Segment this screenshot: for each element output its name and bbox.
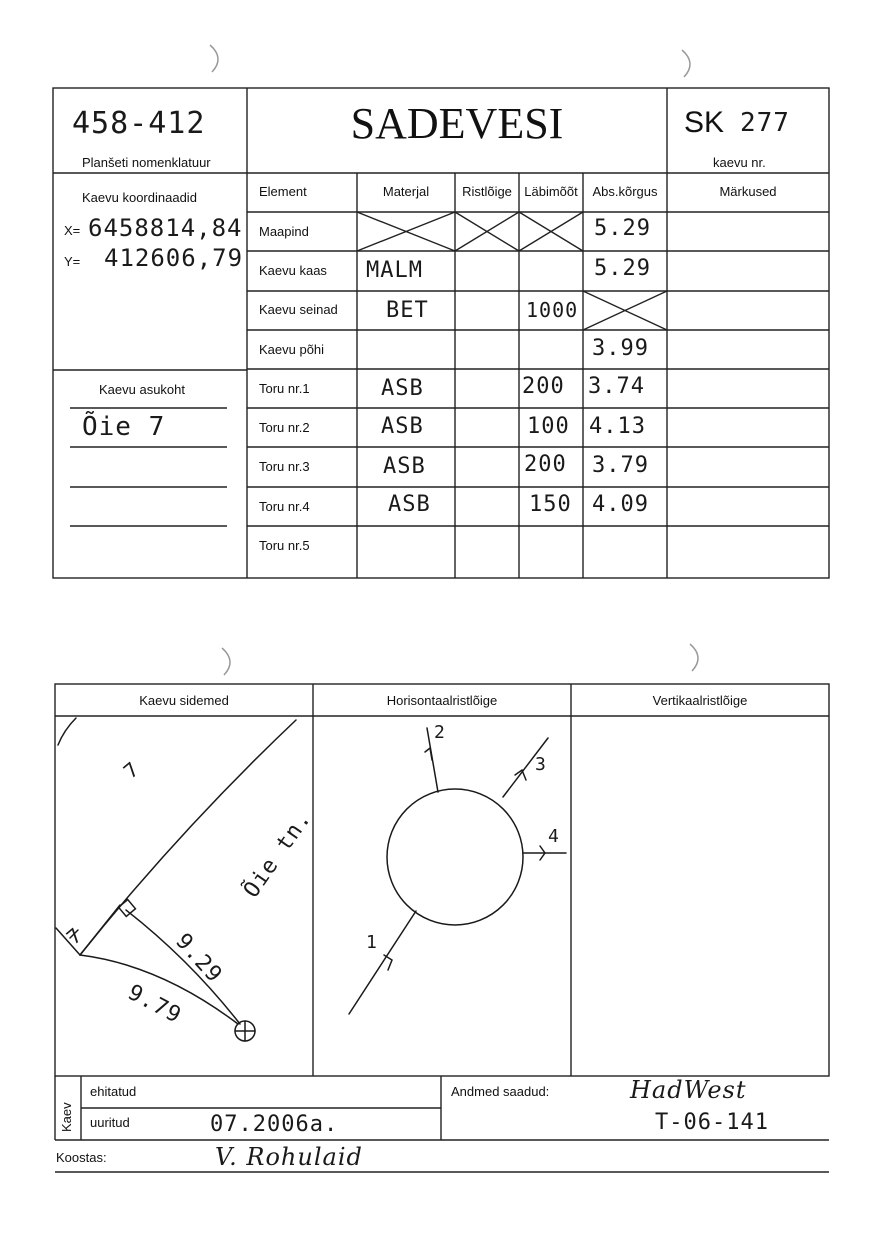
row-elevation: 4.09 [592, 492, 649, 517]
header-material: Materjal [382, 184, 430, 199]
page-title: SADEVESI [350, 99, 564, 148]
row-elevation: 3.74 [588, 374, 645, 399]
well-group-label: Kaev [59, 1102, 74, 1132]
row-diameter: 200 [524, 452, 567, 477]
x-label: X= [64, 223, 81, 238]
data-received-value: HadWest [630, 1076, 747, 1104]
row-elevation: 5.29 [594, 256, 651, 281]
well-prefix: SK [684, 106, 725, 139]
plan-number: 458-412 [72, 106, 206, 141]
row-element: Maapind [259, 224, 309, 239]
row-elevation: 4.13 [589, 414, 646, 439]
pipe-label-1: 1 [366, 932, 378, 953]
row-diameter: 100 [527, 414, 570, 439]
header-notes: Märkused [719, 184, 777, 199]
plot-number: 7 [61, 922, 88, 950]
distance-2: 9.79 [123, 980, 186, 1029]
header-cross-section: Ristlõige [462, 184, 512, 199]
row-element: Toru nr.2 [259, 420, 310, 435]
street-name: Õie tn. [239, 806, 317, 903]
col-header-connections: Kaevu sidemed [139, 693, 229, 708]
row-diameter: 200 [522, 374, 565, 399]
y-value: 412606,79 [104, 244, 244, 272]
well-number: 277 [740, 108, 790, 138]
y-label: Y= [64, 254, 81, 269]
distance-1: 9.29 [170, 928, 227, 989]
pipe-label-3: 3 [535, 754, 547, 775]
row-material: ASB [388, 492, 431, 517]
row-element: Kaevu kaas [259, 263, 327, 278]
row-element: Kaevu seinad [259, 302, 338, 317]
data-received-label: Andmed saadud: [451, 1084, 550, 1099]
header-diameter: Läbimõõt [524, 184, 578, 199]
row-material: ASB [383, 454, 426, 479]
col-header-horizontal: Horisontaalristlõige [386, 693, 498, 708]
row-material: MALM [366, 258, 423, 283]
row-elevation: 5.29 [594, 216, 651, 241]
row-element: Toru nr.5 [259, 538, 310, 553]
surveyed-value: 07.2006a. [210, 1112, 339, 1137]
row-element: Toru nr.3 [259, 459, 310, 474]
row-element: Toru nr.4 [259, 499, 310, 514]
data-received-ref: T-06-141 [655, 1110, 769, 1135]
well-number-label: kaevu nr. [713, 155, 766, 170]
col-header-vertical: Vertikaalristlõige [652, 693, 748, 708]
row-diameter: 1000 [526, 298, 579, 322]
coordinates-label: Kaevu koordinaadid [82, 190, 197, 205]
location-value: Õie 7 [82, 412, 166, 442]
row-diameter: 150 [529, 492, 572, 517]
compiled-value: V. Rohulaid [215, 1143, 363, 1171]
row-material: BET [386, 298, 429, 323]
row-element: Kaevu põhi [259, 342, 325, 357]
row-material: ASB [381, 376, 424, 401]
row-element: Toru nr.1 [259, 381, 310, 396]
pipe-label-4: 4 [548, 826, 560, 847]
header-element: Element [259, 184, 307, 199]
built-label: ehitatud [90, 1084, 137, 1099]
row-material: ASB [381, 414, 424, 439]
surveyed-label: uuritud [90, 1115, 130, 1130]
location-label: Kaevu asukoht [99, 382, 186, 397]
row-elevation: 3.99 [592, 336, 649, 361]
plan-label: Planšeti nomenklatuur [82, 155, 211, 170]
x-value: 6458814,84 [88, 214, 243, 242]
plot-number-upper: 7 [118, 756, 145, 784]
pipe-label-2: 2 [434, 722, 446, 743]
header-elevation: Abs.kõrgus [592, 184, 658, 199]
row-elevation: 3.79 [592, 453, 649, 478]
compiled-label: Koostas: [56, 1150, 107, 1165]
